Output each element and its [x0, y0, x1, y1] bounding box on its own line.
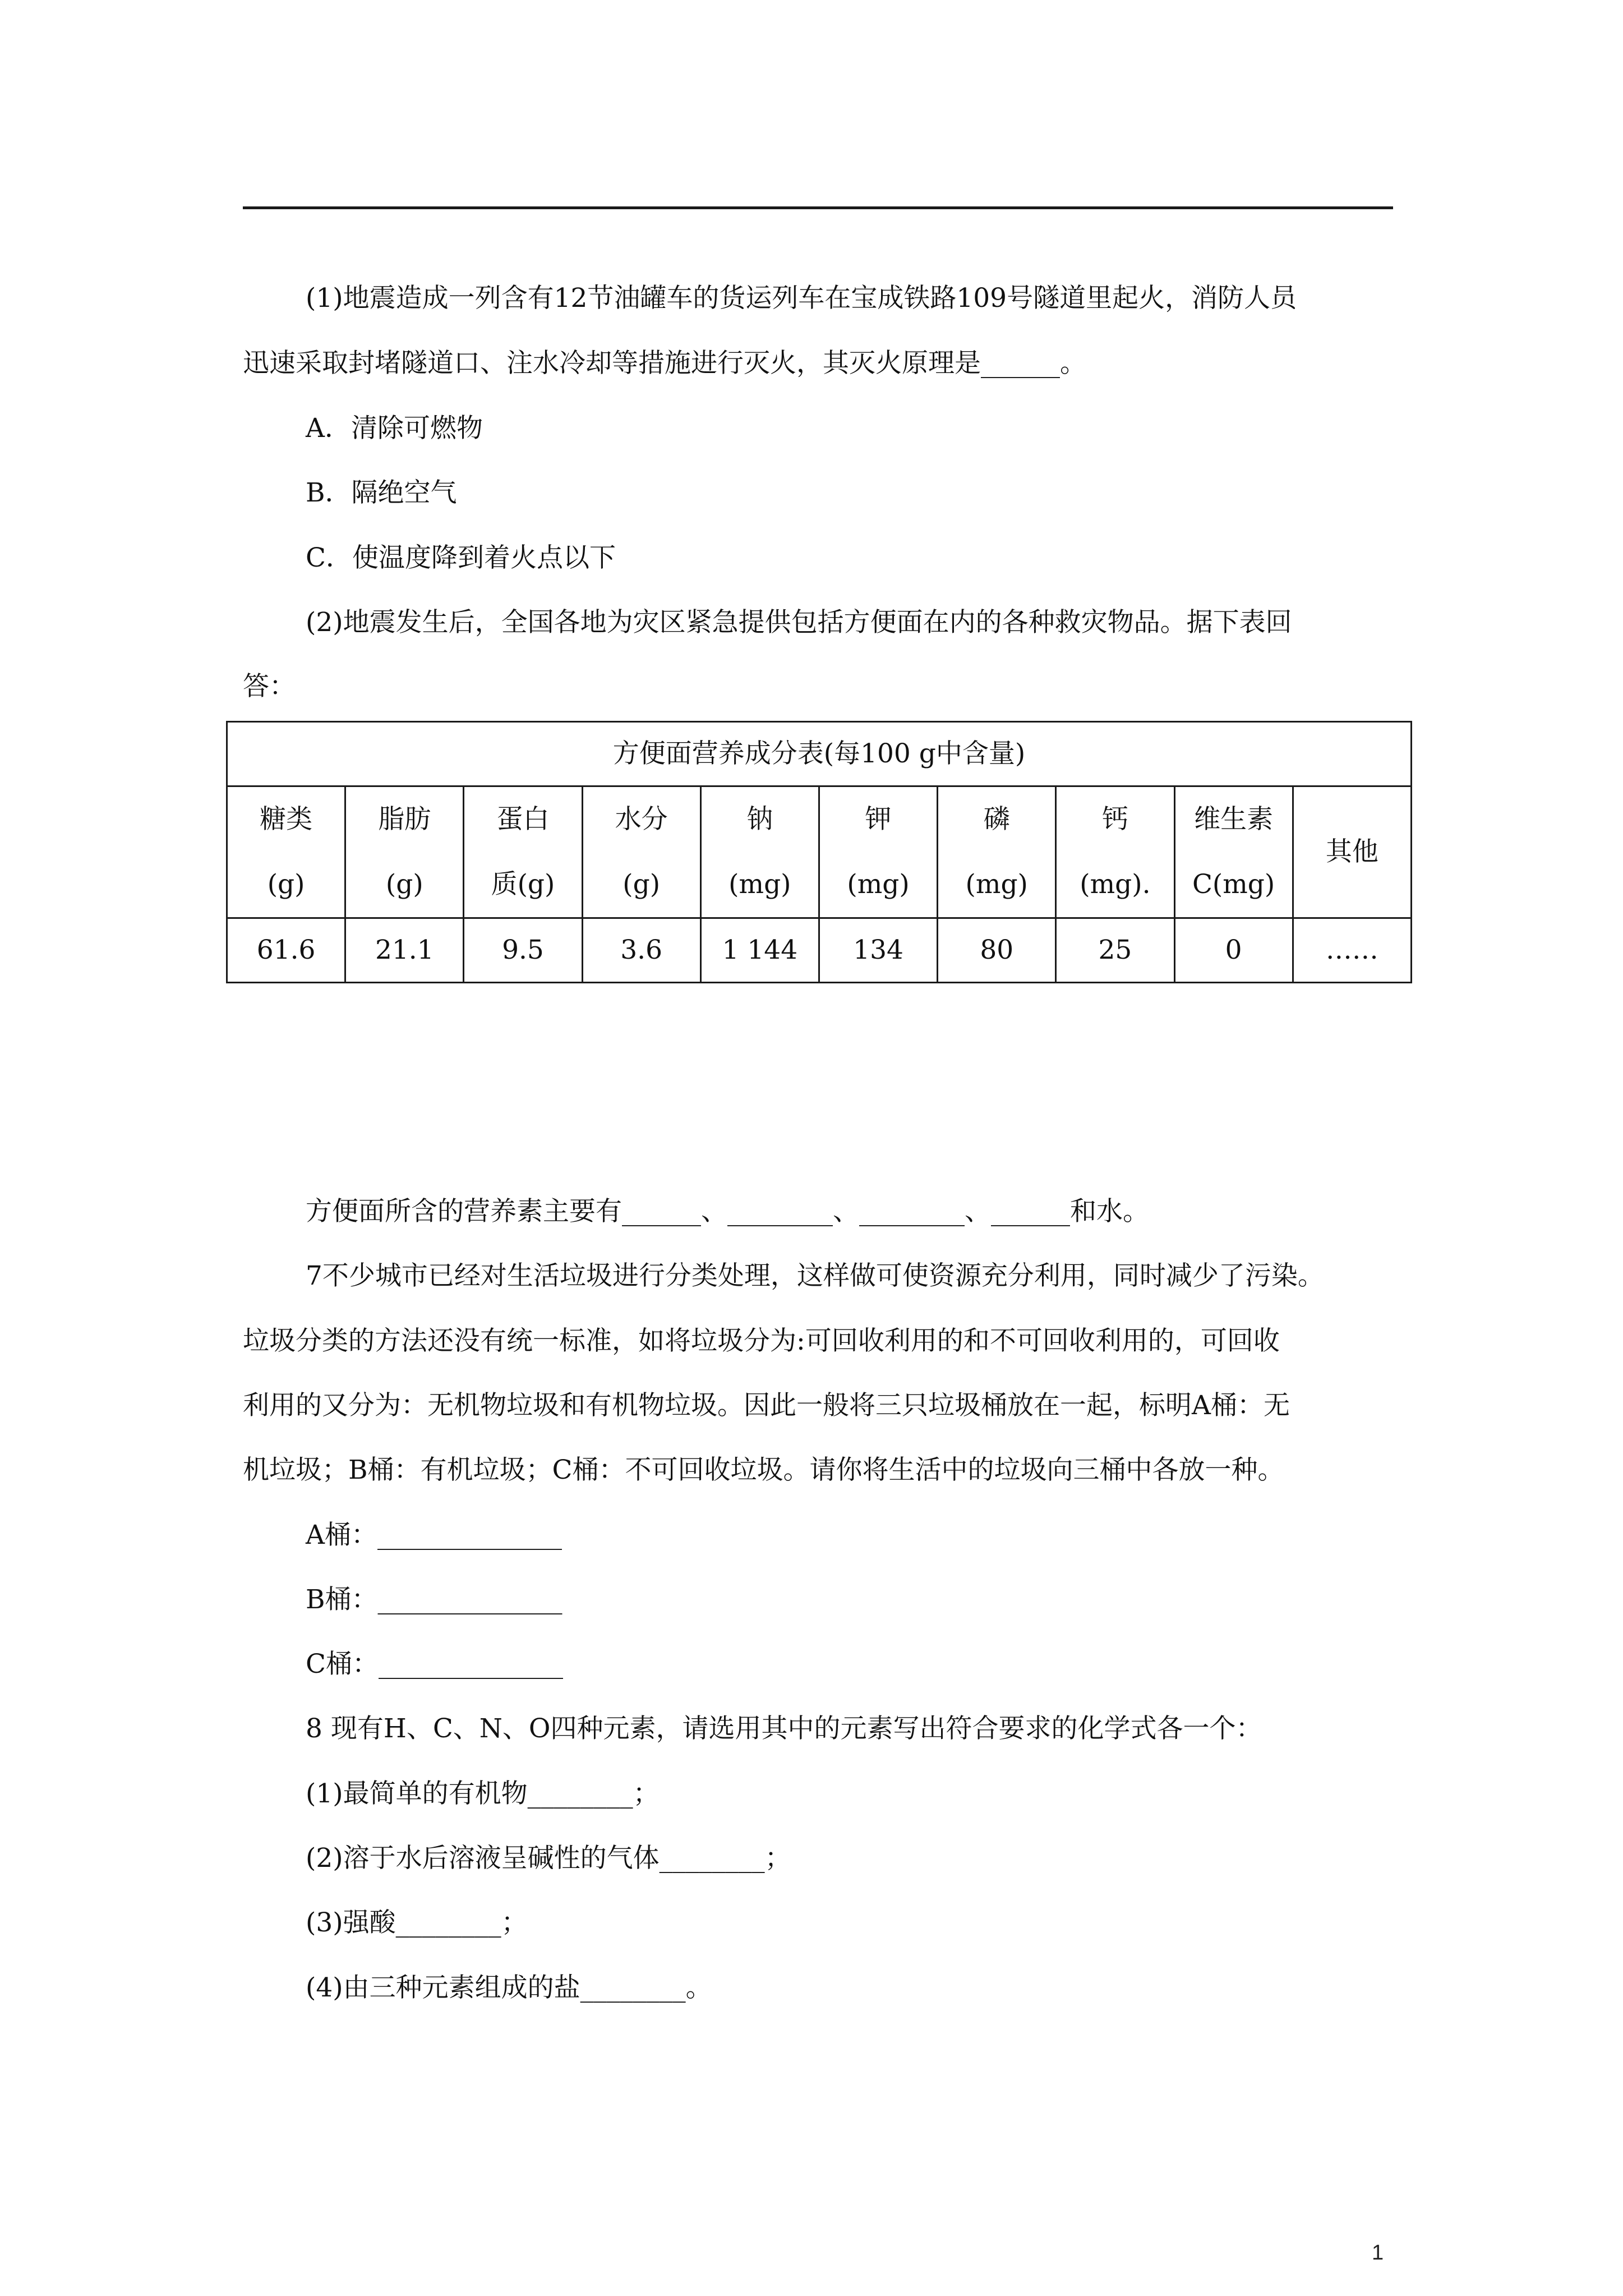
q8-item-1: (1)最简单的有机物________； — [306, 1778, 660, 1809]
table-row — [227, 918, 1412, 983]
q6-part1-line1: (1)地震造成一列含有12节油罐车的货运列车在宝成铁路109号隧道里起火，消防人员 — [306, 283, 1297, 314]
q8-item-4: (4)由三种元素组成的盐________。 — [306, 1972, 712, 2003]
q7-line3: 利用的又分为：无机物垃圾和有机物垃圾。因此一般将三只垃圾桶放在一起，标明A桶：无 — [243, 1390, 1290, 1421]
q7-bin-c: C桶：______________ — [306, 1649, 563, 1680]
table-cell: 3.6 — [582, 918, 700, 983]
q6-part2-line1: (2)地震发生后，全国各地为灾区紧急提供包括方便面在内的各种救灾物品。据下表回 — [306, 607, 1292, 638]
q8-item-2: (2)溶于水后溶液呈碱性的气体________； — [306, 1843, 791, 1874]
header-rule — [243, 206, 1393, 209]
table-header-cell: 糖类 (g) — [227, 786, 345, 918]
table-caption: 方便面营养成分表(每100 g中含量) — [227, 722, 1412, 786]
q6-option-c: C．使温度降到着火点以下 — [306, 542, 616, 573]
q7-line1: 7不少城市已经对生活垃圾进行分类处理，这样做可使资源充分利用，同时减少了污染。 — [306, 1260, 1324, 1291]
table-cell: 21.1 — [345, 918, 464, 983]
q7-bin-a: A桶：______________ — [306, 1520, 562, 1550]
table-header-cell: 维生素 C(mg) — [1174, 786, 1293, 918]
q7-line2: 垃圾分类的方法还没有统一标准，如将垃圾分为:可回收利用的和不可回收利用的，可回收 — [243, 1326, 1280, 1356]
q7-bin-b: B桶：______________ — [306, 1584, 562, 1615]
table-header-cell: 磷 (mg) — [938, 786, 1056, 918]
table-header-cell: 蛋白 质(g) — [464, 786, 582, 918]
table-header-cell: 其他 — [1293, 786, 1411, 918]
table-cell: 25 — [1056, 918, 1174, 983]
table-cell: 61.6 — [227, 918, 345, 983]
table-cell: 1 144 — [700, 918, 819, 983]
table-cell: 0 — [1174, 918, 1293, 983]
table-cell: 9.5 — [464, 918, 582, 983]
table-header-cell: 钠 (mg) — [700, 786, 819, 918]
page-number: 1 — [1372, 2241, 1384, 2265]
table-cell: …… — [1293, 918, 1411, 983]
q8-intro: 8 现有H、C、N、O四种元素，请选用其中的元素写出符合要求的化学式各一个： — [306, 1713, 1262, 1744]
table-header-cell: 钾 (mg) — [819, 786, 937, 918]
q6-option-b: B．隔绝空气 — [306, 477, 457, 508]
table-header-cell: 钙 (mg). — [1056, 786, 1174, 918]
table-cell: 80 — [938, 918, 1056, 983]
q6-option-a: A．清除可燃物 — [306, 413, 483, 444]
table-header-cell: 脂肪 (g) — [345, 786, 464, 918]
q6-part2-line2: 答： — [243, 671, 296, 702]
table-cell: 134 — [819, 918, 937, 983]
q6-fill-line: 方便面所含的营养素主要有______、________、________、______和水。 — [306, 1196, 1149, 1227]
table-header-cell: 水分 (g) — [582, 786, 700, 918]
nutrition-table — [226, 721, 1412, 983]
table-caption-row — [227, 722, 1412, 786]
q7-line4: 机垃圾；B桶：有机垃圾；C桶：不可回收垃圾。请你将生活中的垃圾向三桶中各放一种。 — [243, 1455, 1284, 1485]
table-header-row — [227, 786, 1412, 918]
q8-item-3: (3)强酸________； — [306, 1907, 528, 1938]
q6-part1-line2: 迅速采取封堵隧道口、注水冷却等措施进行灭火，其灭火原理是______。 — [243, 348, 1086, 379]
